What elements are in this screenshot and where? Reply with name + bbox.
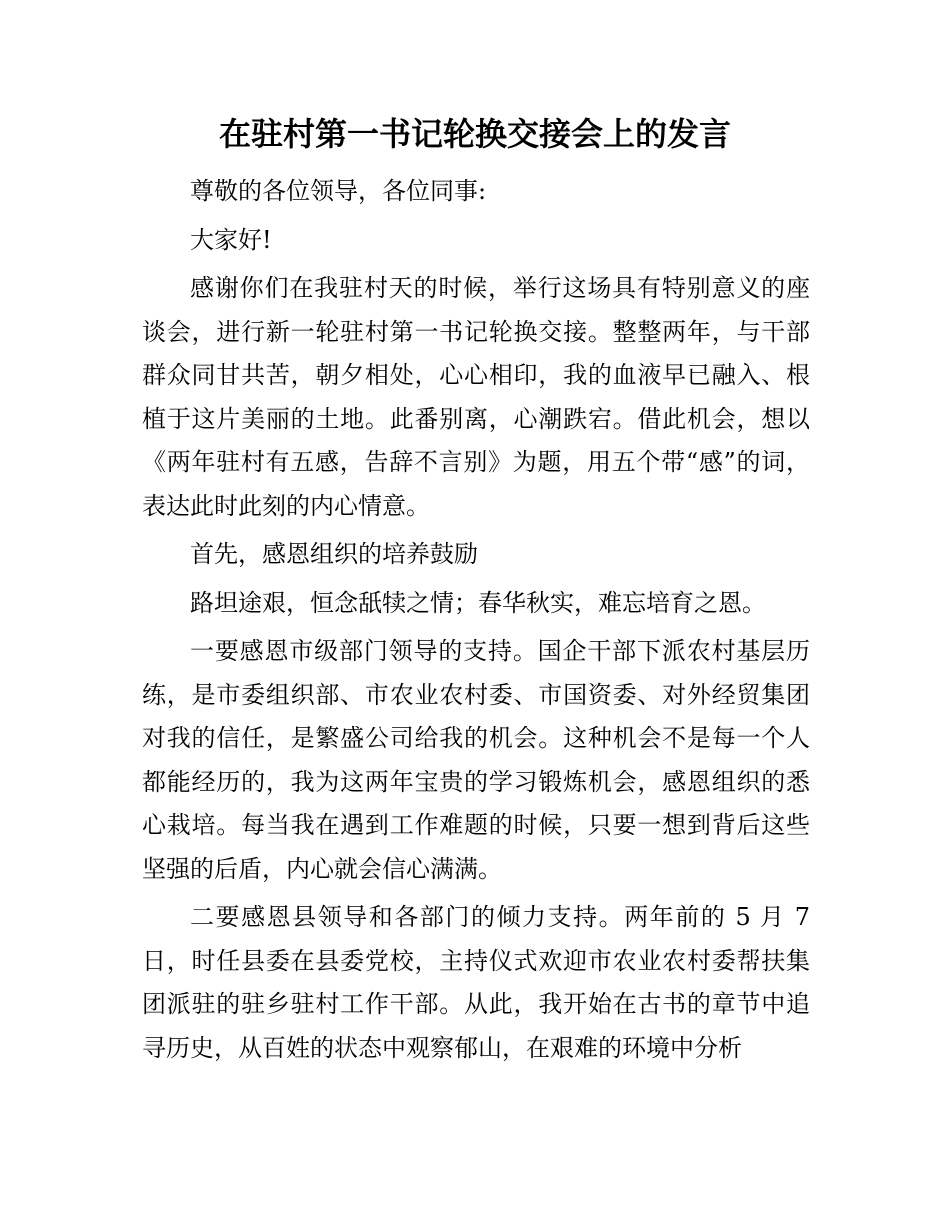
section-heading-first: 首先，感恩组织的培养鼓励: [190, 540, 478, 568]
paragraph-city-support: 一要感恩市级部门领导的支持。国企干部下派农村基层历练，是市委组织部、市农业农村委、市国资委、对外经贸集团对我的信任，是繁盛公司给我的机会。这种机会不是每一个人都能经历的，我为这两年宝贵的学习锻炼机会，感恩组织的悉心栽培。每当我在遇到工作难题的时候，只要一想到背后这些坚强的后盾，内心就会信心满满。: [142, 637, 810, 883]
paragraph-county-support: 二要感恩县领导和各部门的倾力支持。两年前的 5 月 7 日，时任县委在县委党校，主持仪式欢迎市农业农村委帮扶集团派驻的驻乡驻村工作干部。从此，我开始在古书的章节中追寻历史，从百姓的状态中观察郁山，在艰难的环境中分析: [142, 903, 810, 1062]
paragraph-couplet: 路坦途艰，恒念舐犊之情；春华秋实，难忘培育之恩。: [190, 588, 766, 617]
paragraph-intro: 感谢你们在我驻村天的时候，举行这场具有特别意义的座谈会，进行新一轮驻村第一书记轮换交接。整整两年，与干部群众同甘共苦，朝夕相处，心心相印，我的血液早已融入、根植于这片美丽的土地。此番别离，心潮跌宕。借此机会，想以《两年驻村有五感，告辞不言别》为题，用五个带“感”的词，表达此时此刻的内心情意。: [142, 274, 810, 520]
document-body: [142, 170, 810, 1070]
salutation: 尊敬的各位领导，各位同事:: [190, 177, 487, 205]
greeting: 大家好!: [190, 225, 272, 254]
document-title: 在驻村第一书记轮换交接会上的发言: [218, 115, 731, 153]
